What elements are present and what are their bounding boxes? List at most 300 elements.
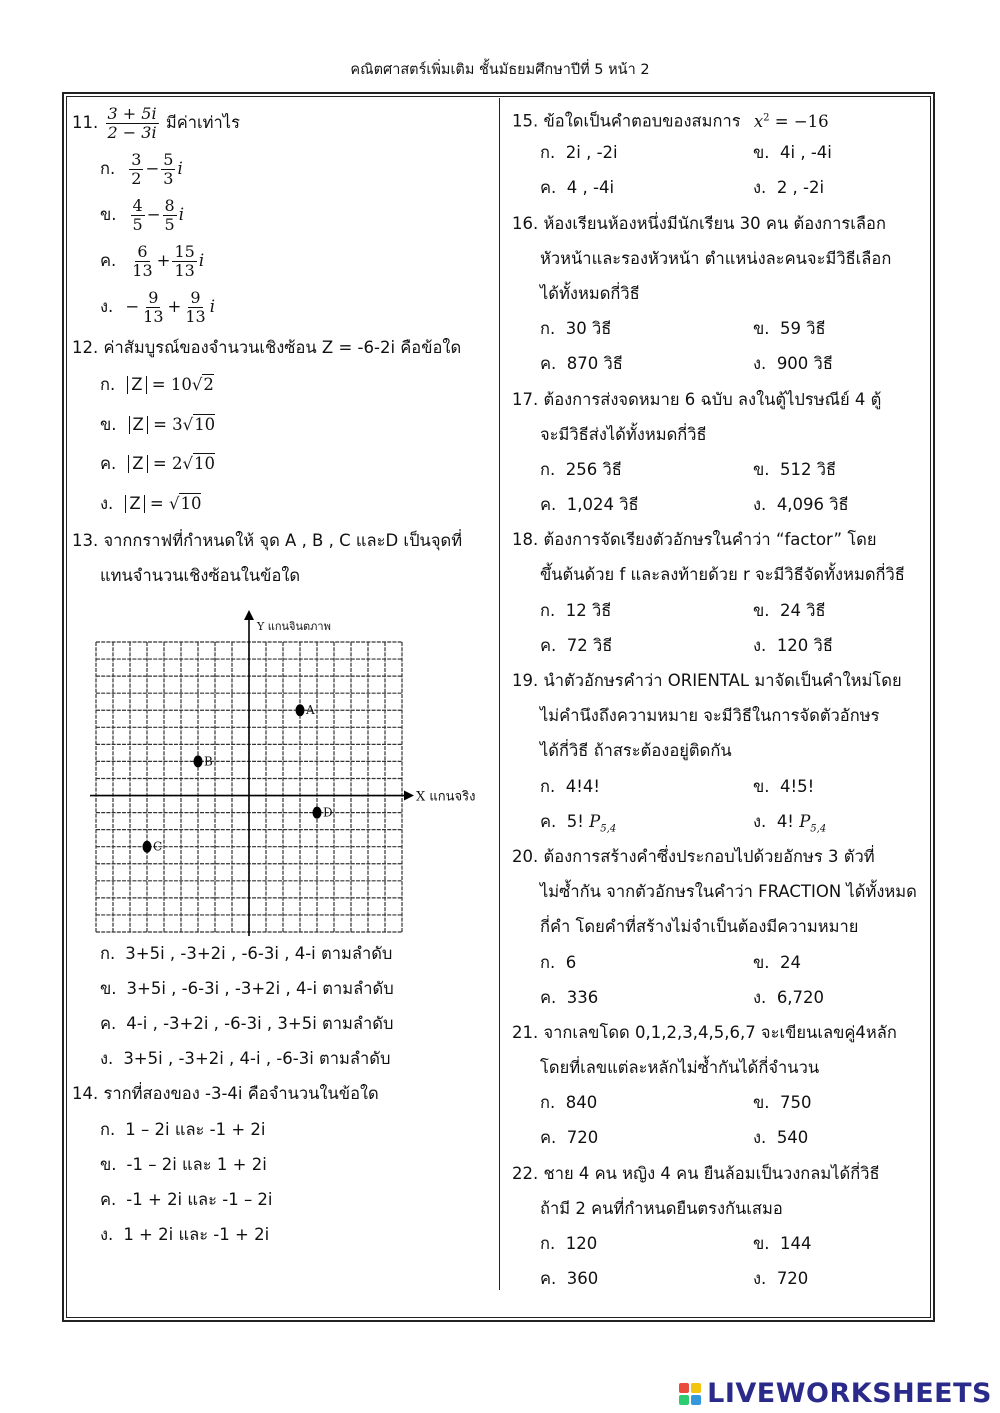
question-text-line: [512, 663, 922, 698]
complex-plane-graph: [72, 594, 492, 936]
question-text: รากที่สองของ -3-4i คือจำนวนในข้อใด: [103, 1084, 379, 1104]
question-15: [512, 100, 922, 135]
option[interactable]: [753, 170, 824, 205]
option-label: ค.: [540, 1128, 557, 1148]
question-text: ถ้ามี 2 คนที่กำหนดยืนตรงกันเสมอ: [540, 1198, 783, 1218]
fraction: [129, 151, 143, 188]
option-label: ก.: [540, 143, 556, 163]
option-label: ข.: [753, 1234, 770, 1253]
question-number: 11.: [72, 113, 99, 132]
question-21: [512, 1015, 922, 1156]
sqrt-icon: √: [191, 375, 203, 395]
point-D: [313, 806, 322, 818]
option-text: 3+5i , -6-3i , -3+2i , 4-i ตามลำดับ: [126, 978, 394, 998]
option-label: ง.: [753, 495, 767, 515]
denominator: 13: [143, 307, 164, 326]
question-text-line: [512, 1156, 922, 1191]
options-row: [512, 346, 922, 381]
option-text: 512 วิธี: [780, 459, 837, 479]
permutation-subscript: 5,4: [810, 823, 827, 835]
question-text: จะมีวิธีส่งได้ทั้งหมดกี่วิธี: [540, 424, 707, 444]
denominator: 13: [174, 261, 195, 280]
question-18: [512, 522, 922, 663]
imaginary-unit: i: [209, 297, 215, 316]
question-20: [512, 839, 922, 1015]
x-axis-arrow-icon: [404, 790, 414, 800]
question-number: 18.: [512, 530, 539, 550]
permutation-subscript: 5,4: [600, 823, 617, 835]
option-label: ข.: [100, 414, 117, 434]
imaginary-unit: i: [177, 159, 183, 178]
option[interactable]: [540, 1261, 753, 1296]
option-label: ก.: [100, 375, 116, 395]
option[interactable]: [753, 311, 826, 346]
fraction: [183, 289, 207, 326]
permutation-symbol: P: [799, 811, 811, 831]
option-b[interactable]: [753, 769, 814, 804]
option[interactable]: [753, 1261, 808, 1296]
question-number: 20.: [512, 846, 539, 866]
option-text: 750: [780, 1093, 812, 1113]
option-row[interactable]: [72, 1112, 492, 1147]
option-row[interactable]: [72, 238, 492, 284]
option-row[interactable]: [72, 971, 492, 1006]
fraction: [172, 243, 196, 280]
option-text: 24: [780, 952, 802, 972]
option-text: 3+5i , -3+2i , 4-i , -6-3i ตามลำดับ: [123, 1049, 391, 1069]
option-text: 2i , -2i: [565, 143, 618, 163]
question-text: จากเลขโดด 0,1,2,3,4,5,6,7 จะเขียนเลขคู่4หลัก: [543, 1022, 897, 1042]
question-14: [72, 1076, 492, 1111]
question-11: [72, 100, 492, 146]
option-label: ง.: [753, 987, 767, 1007]
option-text: 4-i , -3+2i , -6-3i , 3+5i ตามลำดับ: [126, 1013, 394, 1033]
option-label: ง.: [753, 1128, 767, 1148]
option-text: 1 – 2i และ -1 + 2i: [125, 1119, 266, 1139]
question-text: ข้อใดเป็นคำตอบของสมการ: [543, 111, 741, 131]
fraction: [161, 151, 175, 188]
question-continuation: [512, 241, 922, 276]
option-label: ง.: [100, 297, 114, 316]
option-label: ค.: [540, 635, 557, 655]
question-text: กี่คำ โดยคำที่สร้างไม่จำเป็นต้องมีความหมาย: [540, 917, 859, 937]
option-label: ก.: [100, 943, 116, 963]
option-text: 540: [776, 1128, 809, 1148]
option-label: ข.: [753, 776, 770, 796]
option-row[interactable]: [72, 1182, 492, 1217]
sqrt-icon: √: [182, 414, 194, 434]
y-axis-arrow-icon: [244, 610, 254, 620]
question-text-line: [512, 382, 922, 417]
option-label: ค.: [540, 987, 557, 1007]
fraction: [163, 197, 177, 234]
options-row: [512, 628, 922, 663]
x-axis-label: X แกนจริง: [416, 789, 476, 805]
option-label: ข.: [753, 143, 770, 163]
numerator: 6: [137, 242, 148, 261]
options-row: [512, 980, 922, 1015]
option-label: ข.: [100, 978, 117, 998]
option-label: ง.: [753, 1269, 767, 1289]
coefficient: 3: [172, 414, 183, 434]
option-label: ก.: [100, 1119, 116, 1139]
option-label: ข.: [100, 205, 117, 224]
option-label: ค.: [100, 1189, 117, 1209]
numerator: 9: [190, 288, 201, 307]
option-text: 840: [565, 1093, 598, 1113]
question-continuation: [512, 874, 922, 909]
option[interactable]: [753, 135, 832, 170]
question-text: ค่าสัมบูรณ์ของจำนวนเชิงซ้อน Z = -6-2i คือข้อใด: [103, 338, 462, 357]
q15-eq-rhs: = −16: [774, 111, 829, 131]
question-text: ต้องการจัดเรียงตัวอักษรในคำว่า “factor” โดย: [543, 530, 877, 550]
question-number: 14.: [72, 1084, 99, 1104]
option-label: ค.: [540, 495, 557, 515]
page-header: คณิตศาสตร์เพิ่มเติม ชั้นมัธยมศึกษาปีที่ 5 หน้า 2: [350, 62, 650, 78]
question-text-line: [512, 522, 922, 557]
numerator: 8: [164, 196, 175, 215]
point-A: [296, 704, 305, 716]
option-text: 59 วิธี: [780, 319, 826, 339]
option[interactable]: [540, 1085, 753, 1120]
abs-z: Z: [127, 376, 146, 394]
question-text: จากกราฟที่กำหนดให้ จุด A , B , C และD เป็นจุดที่: [103, 531, 463, 551]
denominator: 5: [164, 215, 175, 234]
option-label: ข.: [753, 319, 770, 339]
question-continuation: [512, 417, 922, 452]
question-16: [512, 206, 922, 382]
option-label: ง.: [753, 635, 767, 655]
y-axis-label: Y แกนจินตภาพ: [257, 619, 331, 633]
operator: −: [146, 205, 161, 224]
question-continuation: [512, 698, 922, 733]
question-continuation: [512, 276, 922, 311]
option[interactable]: [753, 628, 833, 663]
option-row[interactable]: [72, 365, 492, 405]
option-c[interactable]: [540, 804, 753, 839]
option[interactable]: [753, 1226, 812, 1261]
option-text: 144: [780, 1234, 812, 1253]
denominator: 13: [132, 261, 153, 280]
permutation-symbol: P: [589, 811, 601, 831]
option-text: 6,720: [776, 987, 825, 1007]
question-number: 13.: [72, 531, 99, 551]
liveworksheets-logo: [679, 1378, 992, 1409]
option-row[interactable]: [72, 444, 492, 484]
option[interactable]: [753, 593, 826, 628]
option-text: 1,024 วิธี: [566, 495, 639, 515]
numerator: 5: [163, 150, 174, 169]
option-text: 24 วิธี: [780, 600, 826, 620]
question-text: มีค่าเท่าไร: [165, 113, 240, 132]
option[interactable]: [540, 1120, 753, 1155]
option[interactable]: [540, 452, 753, 487]
option-text: -1 + 2i และ -1 – 2i: [126, 1189, 273, 1209]
option-row[interactable]: [72, 405, 492, 445]
options-row: [512, 135, 922, 170]
denominator: 5: [132, 215, 143, 234]
badge-square: [691, 1395, 701, 1405]
question-continuation: [512, 1191, 922, 1226]
options-row: [512, 1085, 922, 1120]
question-continuation: [512, 557, 922, 592]
point-C: [143, 840, 152, 852]
question-continuation: [512, 909, 922, 944]
abs-z: Z: [125, 495, 144, 513]
option-text: 1 + 2i และ -1 + 2i: [123, 1225, 270, 1245]
option-label: ง.: [100, 493, 114, 513]
option[interactable]: [540, 346, 753, 381]
denominator: 3: [163, 169, 174, 188]
q14-options: [72, 1112, 492, 1253]
q15-eq-exp: 2: [763, 112, 770, 123]
question-17: [512, 382, 922, 523]
options-row: [512, 1120, 922, 1155]
point-label-D: D: [323, 805, 333, 820]
abs-z: Z: [129, 416, 148, 434]
option-label: ก.: [540, 1093, 556, 1113]
option-label: ค.: [100, 251, 117, 270]
question-text: หัวหน้าและรองหัวหน้า ตำแหน่งละคนจะมีวิธีเลือก: [540, 248, 892, 268]
options-row: [512, 452, 922, 487]
point-label-A: A: [306, 702, 315, 717]
question-text: ไม่ซ้ำกัน จากตัวอักษรในคำว่า FRACTION ได้ทั้งหมด: [540, 882, 917, 902]
radicand: 10: [180, 493, 202, 513]
option-text: 720: [566, 1128, 599, 1148]
fraction: [131, 197, 145, 234]
option-sign: −: [125, 297, 140, 316]
option-row[interactable]: [72, 1217, 492, 1252]
option-label: ค.: [540, 354, 557, 374]
question-text-line: [512, 1015, 922, 1050]
option-a[interactable]: [540, 769, 753, 804]
abs-z: Z: [128, 455, 147, 473]
option-text: 4,096 วิธี: [776, 495, 849, 515]
options-row: [512, 311, 922, 346]
fraction: [130, 243, 154, 280]
operator: +: [156, 251, 171, 270]
option-text: 870 วิธี: [566, 354, 623, 374]
question-text-line: [512, 839, 922, 874]
question-text: ห้องเรียนห้องหนึ่งมีนักเรียน 30 คน ต้องการเลือก: [543, 213, 886, 233]
question-text: ได้ทั้งหมดกี่วิธี: [540, 283, 640, 303]
option-row[interactable]: [72, 1147, 492, 1182]
equals-sign: =: [147, 414, 173, 434]
option-label: ก.: [540, 1234, 556, 1253]
question-22: [512, 1156, 922, 1297]
equals-sign: =: [146, 375, 171, 395]
option-label: ข.: [100, 1154, 117, 1174]
radicand: 2: [203, 375, 214, 395]
complex-plane-chart: [72, 594, 492, 936]
option-text: 4 , -4i: [566, 178, 615, 198]
option[interactable]: [753, 1085, 812, 1120]
option-label: ค.: [100, 1013, 117, 1033]
imaginary-unit: i: [198, 251, 205, 270]
option[interactable]: [540, 170, 753, 205]
question-13-line2: แทนจำนวนเชิงซ้อนในข้อใด: [100, 566, 301, 586]
question-19: [512, 663, 922, 769]
option-label: ข.: [753, 600, 770, 620]
option-label: ง.: [753, 354, 767, 374]
option-text: 336: [566, 987, 599, 1007]
operator: −: [145, 159, 160, 178]
question-text: นำตัวอักษรคำว่า ORIENTAL มาจัดเป็นคำใหม่โดย: [543, 671, 902, 690]
option[interactable]: [540, 593, 753, 628]
question-12: [72, 330, 492, 365]
question-number: 21.: [512, 1022, 539, 1042]
q15-options: [512, 135, 922, 205]
option-label: ค.: [540, 178, 557, 198]
q12-options: [72, 365, 492, 523]
option-text: -1 – 2i และ 1 + 2i: [126, 1154, 267, 1174]
option-label: ก.: [540, 600, 556, 620]
option-label: ง.: [100, 1225, 114, 1245]
point-label-B: B: [204, 753, 213, 768]
option-text: 4!: [776, 811, 794, 831]
option-text: 360: [566, 1269, 599, 1289]
option-text: 2 , -2i: [776, 178, 825, 198]
option-row[interactable]: [72, 936, 492, 971]
numerator: 15: [174, 242, 195, 261]
option-row[interactable]: [72, 284, 492, 330]
logo-text: LIVEWORKSHEETS: [707, 1378, 992, 1409]
numerator: 4: [132, 196, 143, 215]
option-text: 30 วิธี: [565, 319, 612, 339]
option[interactable]: [540, 1226, 753, 1261]
question-number: 17.: [512, 389, 539, 409]
equals-sign: =: [147, 454, 172, 474]
option-text: 3+5i , -3+2i , -6-3i , 4-i ตามลำดับ: [125, 943, 393, 963]
q13-options: [72, 936, 492, 1077]
option-label: ก.: [100, 159, 116, 178]
column-divider: [499, 98, 500, 1290]
option-row[interactable]: [72, 1041, 492, 1076]
q11-fraction-numerator: 3 + 5i: [107, 104, 157, 123]
option-row[interactable]: [72, 146, 492, 192]
option[interactable]: [753, 945, 801, 980]
question-number: 15.: [512, 111, 539, 131]
question-text: ต้องการส่งจดหมาย 6 ฉบับ ลงในตู้ไปรษณีย์ 4 ตู้: [543, 389, 882, 409]
options-row: [512, 487, 922, 522]
option-text: 6: [565, 952, 577, 972]
option-text: 72 วิธี: [566, 635, 613, 655]
question-number: 16.: [512, 213, 539, 233]
logo-badge-icon: [679, 1383, 701, 1405]
option-label: ข.: [753, 1093, 770, 1113]
coefficient: 10: [170, 375, 192, 395]
option-label: ค.: [540, 1269, 557, 1289]
right-column: [512, 100, 922, 1296]
option[interactable]: [540, 628, 753, 663]
question-text: โดยที่เลขแต่ละหลักไม่ซ้ำกันได้กี่จำนวน: [540, 1058, 820, 1078]
question-13: [72, 523, 492, 558]
option-label: ง.: [753, 811, 767, 831]
radicand: 10: [193, 454, 215, 474]
point-B: [194, 755, 203, 767]
option[interactable]: [753, 452, 836, 487]
option-text: 4i , -4i: [780, 143, 832, 163]
coefficient: 2: [171, 454, 183, 474]
question-text: ขึ้นต้นด้วย f และลงท้ายด้วย r จะมีวิธีจัดทั้งหมดกี่วิธี: [540, 565, 905, 585]
q11-fraction-denominator: 2 − 3i: [107, 123, 157, 142]
option-text: 120 วิธี: [776, 635, 833, 655]
option-text: 4!4!: [565, 776, 600, 796]
option-text: 5!: [566, 811, 584, 831]
option-d[interactable]: [753, 804, 826, 839]
option-label: ง.: [100, 1049, 114, 1069]
denominator: 13: [185, 307, 206, 326]
option[interactable]: [753, 980, 824, 1015]
option-row[interactable]: [72, 192, 492, 238]
q19-options-row-2: [512, 804, 922, 839]
option-text: 120: [565, 1234, 598, 1253]
options-row: [512, 1226, 922, 1261]
option-label: ก.: [540, 952, 556, 972]
denominator: 2: [131, 169, 142, 188]
option[interactable]: [753, 487, 849, 522]
option-text: 4!5!: [780, 776, 815, 796]
option-label: ก.: [540, 459, 556, 479]
equals-sign: =: [144, 493, 169, 513]
option-label: ข.: [753, 952, 770, 972]
option[interactable]: [540, 487, 753, 522]
option-row[interactable]: [72, 484, 492, 524]
options-row: [512, 1261, 922, 1296]
question-text: ได้กี่วิธี ถ้าสระต้องอยู่ติดกัน: [540, 741, 732, 761]
options-row: [512, 593, 922, 628]
point-label-C: C: [153, 839, 163, 854]
option[interactable]: [753, 346, 833, 381]
option[interactable]: [540, 311, 753, 346]
question-continuation: [512, 1050, 922, 1085]
option-label: ข.: [753, 459, 770, 479]
question-text: ไม่คำนึงถึงความหมาย จะมีวิธีในการจัดตัวอักษร: [540, 706, 880, 726]
option-label: ค.: [100, 454, 117, 474]
option[interactable]: [753, 1120, 808, 1155]
q15-eq-lhs: x: [753, 111, 764, 131]
option[interactable]: [540, 945, 753, 980]
question-text: ต้องการสร้างคำซึ่งประกอบไปด้วยอักษร 3 ตัวที่: [543, 846, 875, 866]
sqrt-icon: √: [182, 454, 193, 474]
badge-square: [679, 1395, 689, 1405]
question-text: ชาย 4 คน หญิง 4 คน ยืนล้อมเป็นวงกลมได้กี่วิธี: [543, 1163, 880, 1183]
q15-equation: [754, 112, 829, 131]
option-row[interactable]: [72, 1006, 492, 1041]
badge-square: [679, 1383, 689, 1393]
numerator: 9: [148, 288, 159, 307]
option-text: 720: [776, 1269, 809, 1289]
q11-fraction: [106, 105, 159, 142]
question-text-line: [512, 206, 922, 241]
radicand: 10: [194, 414, 216, 434]
options-row: [512, 170, 922, 205]
option-label: ง.: [753, 178, 767, 198]
option[interactable]: [540, 135, 753, 170]
numerator: 3: [131, 150, 142, 169]
operator: +: [167, 297, 182, 316]
option-label: ค.: [540, 811, 557, 831]
question-number: 22.: [512, 1163, 539, 1183]
option-text: 900 วิธี: [776, 354, 833, 374]
question-number: 19.: [512, 671, 539, 690]
option[interactable]: [540, 980, 753, 1015]
q19-options-row-1: [512, 769, 922, 804]
q11-options: [72, 146, 492, 330]
option-label: ก.: [540, 319, 556, 339]
left-column: [72, 100, 492, 1252]
options-row: [512, 945, 922, 980]
